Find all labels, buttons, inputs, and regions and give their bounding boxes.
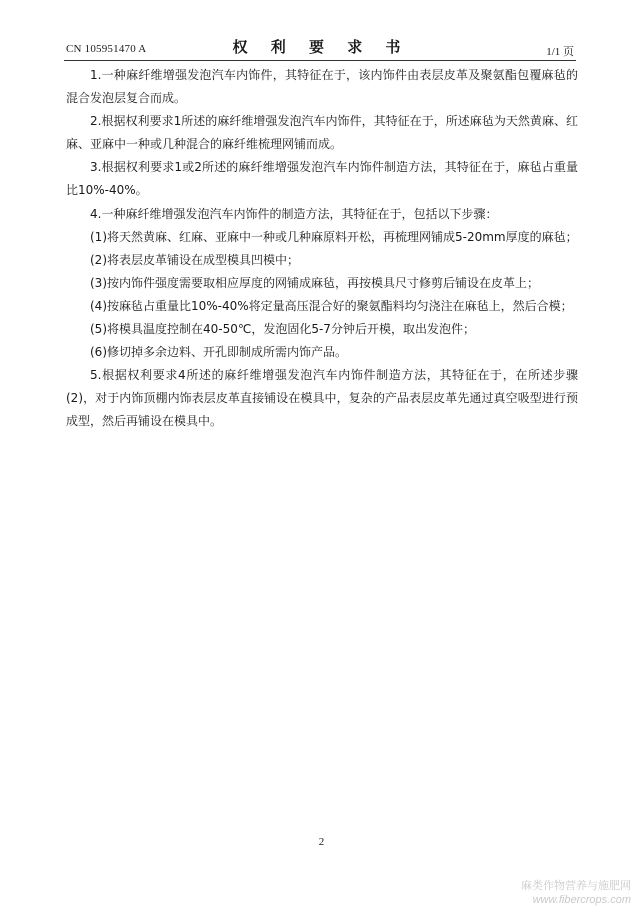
page-title: 权 利 要 求 书 bbox=[232, 38, 410, 56]
document-number: CN 105951470 A bbox=[66, 43, 147, 55]
page-number: 2 bbox=[318, 836, 325, 848]
watermark-site-name: 麻类作物营养与施肥网 bbox=[521, 879, 631, 892]
claim-step: (5)将模具温度控制在40-50℃，发泡固化5-7分钟后开模，取出发泡件； bbox=[90, 322, 475, 337]
claim-paragraph: 2.根据权利要求1所述的麻纤维增强发泡汽车内饰件，其特征在于，所述麻毡为天然黄麻、红麻、亚麻中一种或几种混合的麻纤维梳理网铺而成。 bbox=[66, 114, 578, 152]
claim-step: (1)将天然黄麻、红麻、亚麻中一种或几种麻原料开松，再梳理网铺成5-20mm厚度的麻毡； bbox=[90, 229, 578, 244]
claims-body bbox=[66, 64, 578, 434]
claim-paragraph: 4.一种麻纤维增强发泡汽车内饰件的制造方法，其特征在于，包括以下步骤： bbox=[90, 206, 498, 221]
page-indicator: 1/1 页 bbox=[546, 46, 574, 58]
claim-paragraph: 3.根据权利要求1或2所述的麻纤维增强发泡汽车内饰件制造方法，其特征在于，麻毡占重量比10%-40%。 bbox=[66, 160, 578, 198]
watermark-url: www.fibercrops.com bbox=[532, 894, 631, 906]
claim-step: (6)修切掉多余边料、开孔即制成所需内饰产品。 bbox=[90, 345, 347, 360]
claim-paragraph: 1.一种麻纤维增强发泡汽车内饰件，其特征在于，该内饰件由表层皮革及聚氨酯包覆麻毡的混合发泡层复合而成。 bbox=[66, 68, 578, 106]
claim-step: (3)按内饰件强度需要取相应厚度的网铺成麻毡，再按模具尺寸修剪后铺设在皮革上； bbox=[90, 275, 540, 290]
page-header bbox=[66, 34, 576, 60]
claim-step: (4)按麻毡占重量比10%-40%将定量高压混合好的聚氨酯料均匀浇注在麻毡上，然后合模； bbox=[90, 298, 573, 313]
site-watermark bbox=[521, 879, 631, 907]
claim-paragraph: 5.根据权利要求4所述的麻纤维增强发泡汽车内饰件制造方法，其特征在于，在所述步骤(2)，对于内饰顶棚内饰表层皮革直接铺设在模具中，复杂的产品表层皮革先通过真空吸型进行预成型，然后再铺设在模具中。 bbox=[66, 368, 578, 429]
header-divider bbox=[64, 60, 576, 61]
claim-step: (2)将表层皮革铺设在成型模具凹模中； bbox=[90, 252, 299, 267]
